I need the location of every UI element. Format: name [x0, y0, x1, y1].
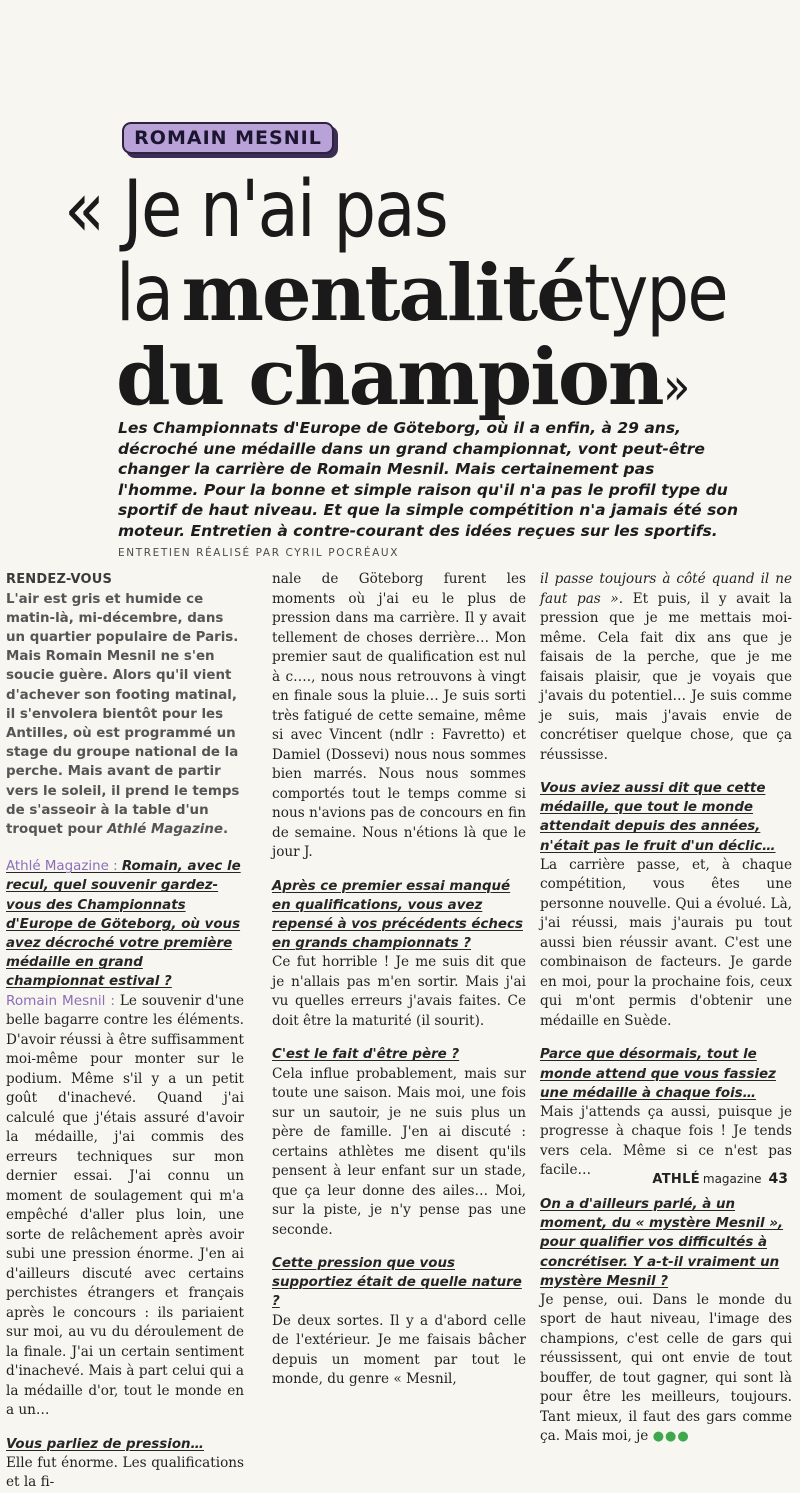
headline-line-1 [64, 165, 784, 255]
question-1-speaker: Athlé Magazine : [6, 859, 122, 875]
spacer [540, 765, 792, 779]
spacer [272, 1031, 526, 1045]
headline-line-2-bold: mentalité [181, 248, 584, 339]
rendezvous-title: RENDEZ-VOUS [6, 572, 113, 587]
headline-line-3 [116, 332, 784, 429]
headline-line-1-text: « Je n'ai pas [64, 165, 448, 255]
question-3: Après ce premier essai manqué en qualifications, vous avez repensé à vos précédents échecs en grands championnats ? [272, 878, 523, 952]
continued-dots-icon: ●●● [652, 1429, 690, 1445]
question-7: Parce que désormais, tout le monde attend que vous fassiez une médaille à chaque fois… [540, 1047, 776, 1101]
intro-paragraph [118, 418, 738, 564]
spacer [540, 1031, 792, 1045]
question-1-text: Romain, avec le recul, quel souvenir gardez-vous des Championnats d'Europe de Göteborg, où vous avez décroché votre première médaille en grand championnat estival ? [6, 859, 241, 990]
footer-brand: ATHLÉ [652, 1172, 700, 1187]
footer-magazine: magazine [702, 1172, 762, 1186]
rendezvous-body: L'air est gris et humide ce matin-là, mi-décembre, dans un quartier populaire de Paris. Mais Romain Mesnil ne s'en soucie guère. Alors qu'il vient d'achever son footing matinal, il s'envolera bientôt pour les Antilles, où est programmé un stage du groupe national de la perche. Mais avant de partir vers le soleil, il prend le temps de s'asseoir à la table d'un troquet pour [6, 591, 240, 837]
answer-4: Cela influe probablement, mais sur toute une saison. Mais moi, une fois sur un sautoir, je ne suis plus un père de famille. J'en ai discuté : certains athlètes me disent qu'ils pensent à leur enfant sur un stade, que ça leur donne des ailes… Moi, sur la piste, je n'y pense pas une seconde. [272, 1065, 526, 1238]
answer-8 [540, 1291, 792, 1447]
question-8: On a d'ailleurs parlé, à un moment, du « mystère Mesnil », pour qualifier vos difficultés à concrétiser. Y a-t-il vraiment un mystère Mesnil ? [540, 1196, 784, 1289]
spacer [272, 863, 526, 877]
answer-5-start: De deux sortes. Il y a d'abord celle de l'extérieur. Je me faisais bâcher depuis un moment par tout le monde, du genre « Mesnil, [272, 1312, 526, 1388]
intro-text: Les Championnats d'Europe de Göteborg, où il a enfin, à 29 ans, décroché une médaille dans un grand championnat, vont peut-être changer la carrière de Romain Mesnil. Mais certainement pas l'homme. Pour la bonne et simple raison qu'il n'a pas le profil type du sportif de haut niveau. Et que la simple compétition n'a jamais été son moteur. Entretien à contre-courant des idées reçues sur les sportifs. [118, 419, 738, 540]
answer-6: La carrière passe, et, à chaque compétition, vous êtes une personne nouvelle. Qui a évolué. Là, j'ai réussi, mais j'aurais pu tout aussi bien réussir avant. C'est une combinaison de facteurs. Je garde en moi, pour la prochaine fois, ceux qui m'ont permis d'obtenir une médaille en Suède. [540, 856, 792, 1029]
spacer [272, 1240, 526, 1254]
answer-1-speaker: Romain Mesnil : [6, 992, 120, 1009]
column-2 [272, 570, 526, 1390]
answer-5-continued [540, 570, 792, 765]
author-credit: ENTRETIEN RÉALISÉ PAR CYRIL POCRÉAUX [118, 547, 400, 559]
question-1 [6, 857, 244, 991]
spacer [6, 1421, 244, 1435]
question-2: Vous parliez de pression… [6, 1436, 204, 1452]
headline-close-quote: » [662, 357, 689, 417]
section-badge [122, 122, 334, 154]
headline [64, 165, 784, 429]
headline-line-3-bold: du champion [116, 332, 663, 423]
headline-line-2 [116, 248, 784, 339]
answer-2-start: Elle fut énorme. Les qualifications et la fi- [6, 1454, 244, 1491]
headline-line-2-tail: type [583, 249, 727, 339]
question-4: C'est le fait d'être père ? [272, 1047, 460, 1063]
page-footer [652, 1171, 788, 1187]
column-1 [6, 570, 244, 1493]
headline-line-2-thin: la [116, 249, 173, 339]
rendezvous-end: . [222, 821, 229, 837]
answer-1-text: Le souvenir d'une belle bagarre contre les éléments. D'avoir réussi à être suffisamment moi-même pour monter sur le podium. Même s'il y a un petit goût d'inachevé. Quand j'ai calculé que j'étais assuré d'avoir la médaille, j'ai commis des erreurs techniques sur mon dernier essai. J'ai connu un moment de soulagement qui m'a empêché d'aller plus loin, une sorte de relâchement après avoir subi une pression énorme. J'en ai d'ailleurs discuté avec certains perchistes étrangers et français après le concours : ils pariaient sur moi, au vu du déroulement de la finale. J'ai un certain sentiment d'inachevé. Mais à part celui qui a la médaille d'or, tout le monde en a un… [6, 992, 244, 1419]
question-6: Vous aviez aussi dit que cette médaille, que tout le monde attendait depuis des années, n'était pas le fruit d'un déclic… [540, 781, 776, 854]
rendezvous-magazine: Athlé Magazine [107, 821, 223, 837]
answer-7: Mais j'attends ça aussi, puisque je progresse à chaque fois ! Je tends vers cela. Même si ce n'est pas facile… [540, 1103, 792, 1179]
answer-2-continued: nale de Göteborg furent les moments où j'ai eu le plus de pression dans ma carrière. Il y avait tellement de choses derrière… Mon premier saut de qualification est nul à c…., nous nous retrouvons à vingt en finale sous la pluie… Je suis sorti très fatigué de cette semaine, même si avec Vincent (ndlr : Favretto) et Damiel (Dossevi) nous nous sommes bien marrés. Nous nous sommes comportés tout le temps comme si nous n'avions pas de concours en fin de semaine. Nous n'étions là que le jour J. [272, 571, 526, 860]
page-number: 43 [768, 1171, 788, 1187]
column-3 [540, 570, 792, 1447]
answer-3: Ce fut horrible ! Je me suis dit que je n'allais pas m'en sortir. Mais j'ai vu quelles erreurs j'avais faites. Ce doit être la maturité (il sourit). [272, 954, 526, 1029]
answer-8-text: Je pense, oui. Dans le monde du sport de haut niveau, l'image des champions, c'est celle de gars qui réussissent, qui ont envie de tout bouffer, de tout gagner, qui sont là pour être les meilleurs, toujours. Tant mieux, il faut des gars comme ça. Mais moi, je [540, 1291, 792, 1445]
answer-5-quote: il passe toujours à côté quand il ne faut pas ». [540, 571, 792, 607]
answer-1 [6, 992, 244, 1421]
rendezvous-text [6, 590, 244, 840]
badge-label: ROMAIN MESNIL [122, 122, 334, 154]
question-5: Cette pression que vous supportiez était de quelle nature ? [272, 1256, 522, 1310]
answer-5-end: Et puis, il y avait la pression que je me mettais moi-même. Cela fait dix ans que je faisais de la perche, que je me faisais plaisir, que je voyais que j'avais du potentiel… Je suis comme je suis, mais j'avais envie de concrétiser quelque chose, que ça réussisse. [540, 590, 792, 763]
